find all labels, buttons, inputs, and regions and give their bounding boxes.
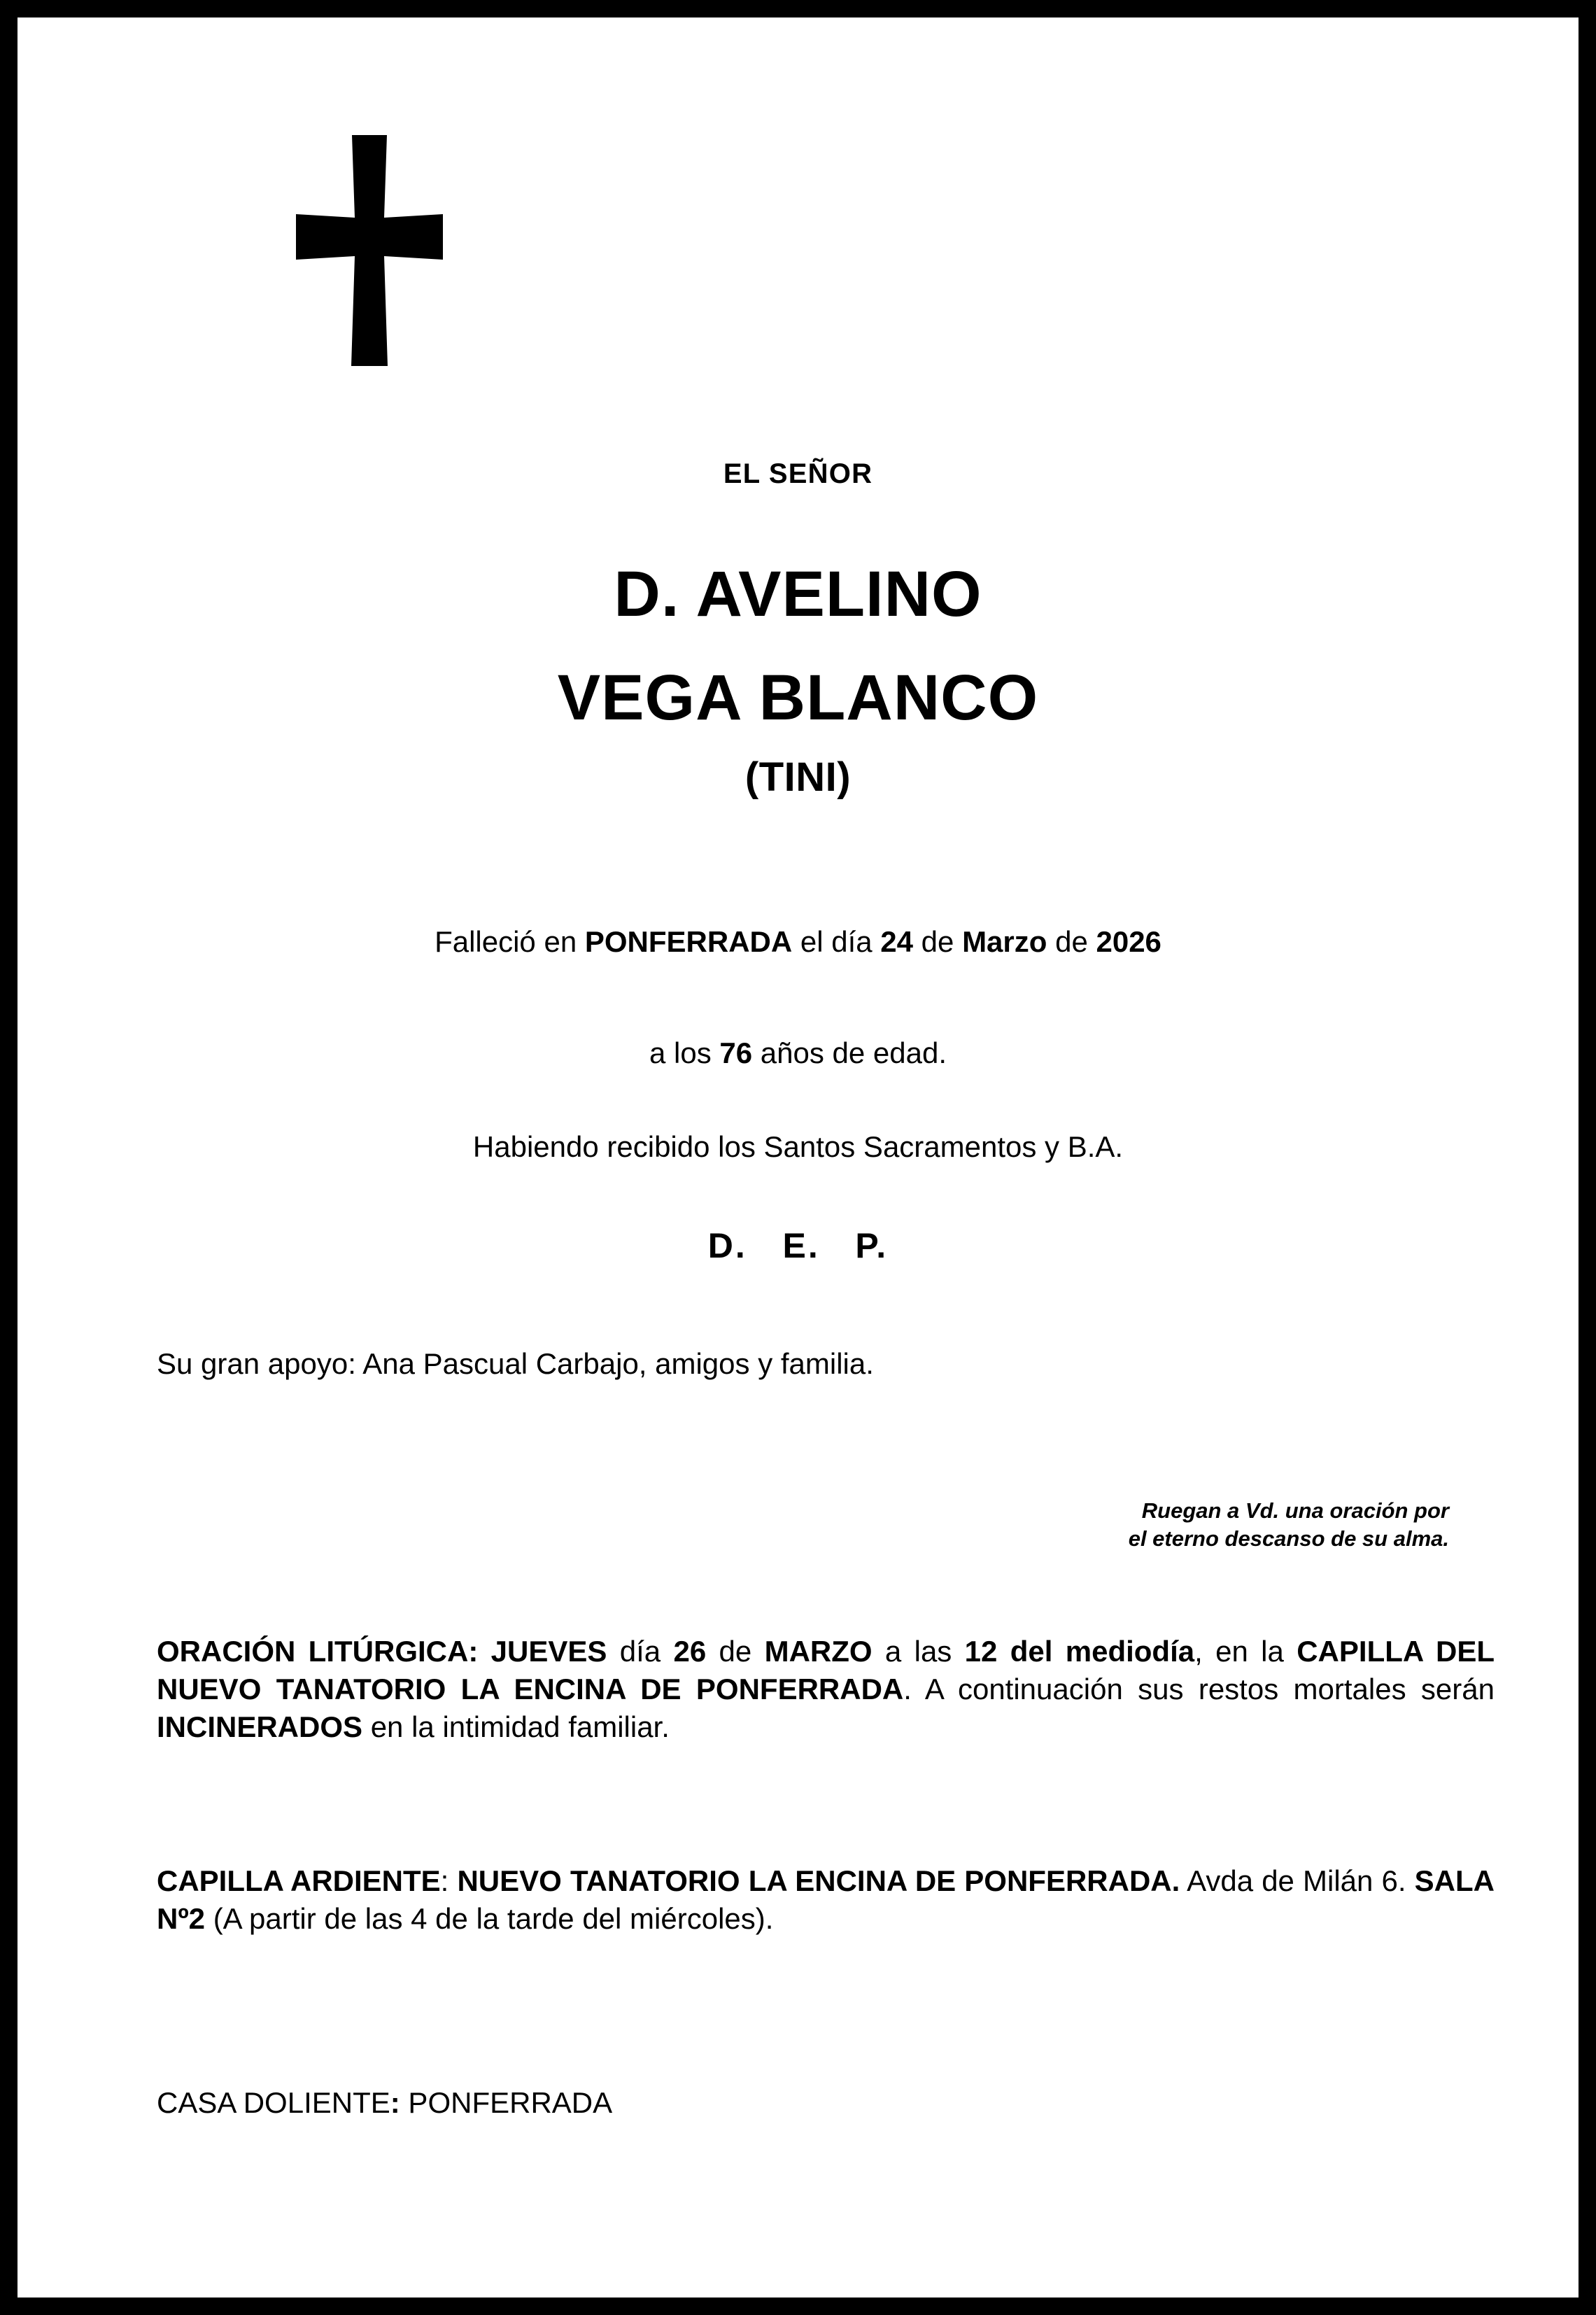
mourning-house-colon: : xyxy=(390,2086,400,2119)
deceased-nickname: (TINI) xyxy=(744,754,852,800)
liturgy-seg-6: en la intimidad familiar. xyxy=(362,1710,670,1743)
esquela-sheet xyxy=(17,17,1579,2298)
chapel-seg-2: Avda de Milán 6. xyxy=(1180,1864,1415,1897)
liturgy-seg-5: . A continuación sus restos mortales serán xyxy=(903,1672,1495,1705)
death-year: 2026 xyxy=(1096,925,1161,958)
death-line-mid-1: el día xyxy=(792,925,881,958)
latin-cross-icon xyxy=(296,135,443,366)
liturgy-seg-3: a las xyxy=(872,1635,965,1668)
honorific-label: EL SEÑOR xyxy=(723,458,873,489)
liturgy-time: 12 del mediodía xyxy=(964,1635,1195,1668)
survivors-line: Su gran apoyo: Ana Pascual Carbajo, amigos y familia. xyxy=(157,1347,874,1380)
death-line-mid-2: de xyxy=(913,925,963,958)
death-month: Marzo xyxy=(962,925,1047,958)
chapel-venue: NUEVO TANATORIO LA ENCINA DE PONFERRADA. xyxy=(457,1864,1180,1897)
age-line xyxy=(17,1036,1579,1069)
mourning-house-paragraph xyxy=(157,2084,1495,2122)
liturgy-venue: CAPILLA DEL NUEVO TANATORIO LA ENCINA DE PONFERRADA xyxy=(157,1635,1495,1705)
deceased-name-line-2: VEGA BLANCO xyxy=(557,662,1039,733)
chapel-label: CAPILLA ARDIENTE xyxy=(157,1864,441,1897)
chapel-seg-3: (A partir de las 4 de la tarde del miércoles). xyxy=(205,1901,774,1935)
chapel-paragraph xyxy=(157,1862,1495,1938)
liturgy-seg-2: de xyxy=(706,1635,765,1668)
liturgy-label: ORACIÓN LITÚRGICA: JUEVES xyxy=(157,1635,607,1668)
age-value: 76 xyxy=(719,1036,753,1069)
age-prefix: a los xyxy=(649,1036,720,1069)
rip-abbreviation: D. E. P. xyxy=(707,1226,889,1265)
prayer-request-line-1: Ruegan a Vd. una oración por xyxy=(1141,1498,1449,1523)
chapel-seg-1: : xyxy=(440,1864,458,1897)
death-place: PONFERRADA xyxy=(584,925,793,958)
chapel-room: SALA Nº2 xyxy=(157,1864,1495,1935)
liturgy-seg-4: , en la xyxy=(1194,1635,1297,1668)
deceased-name-line-1: D. AVELINO xyxy=(614,558,982,630)
sacraments-line: Habiendo recibido los Santos Sacramentos y B.A. xyxy=(472,1130,1124,1163)
death-date-line xyxy=(17,927,1579,957)
mourning-house-label: CASA DOLIENTE xyxy=(157,2086,390,2119)
death-line-mid-3: de xyxy=(1047,925,1096,958)
age-suffix: años de edad. xyxy=(752,1036,947,1069)
liturgy-seg-1: día xyxy=(607,1635,674,1668)
liturgy-day: 26 xyxy=(673,1635,707,1668)
liturgy-paragraph xyxy=(157,1633,1495,1745)
death-line-prefix: Falleció en xyxy=(435,925,585,958)
prayer-request-line-2: el eterno descanso de su alma. xyxy=(1128,1526,1449,1551)
mourning-house-place: PONFERRADA xyxy=(400,2086,613,2119)
liturgy-month: MARZO xyxy=(764,1635,873,1668)
death-day: 24 xyxy=(880,925,913,958)
liturgy-disposition: INCINERADOS xyxy=(157,1710,363,1743)
prayer-request-block xyxy=(819,1497,1449,1552)
